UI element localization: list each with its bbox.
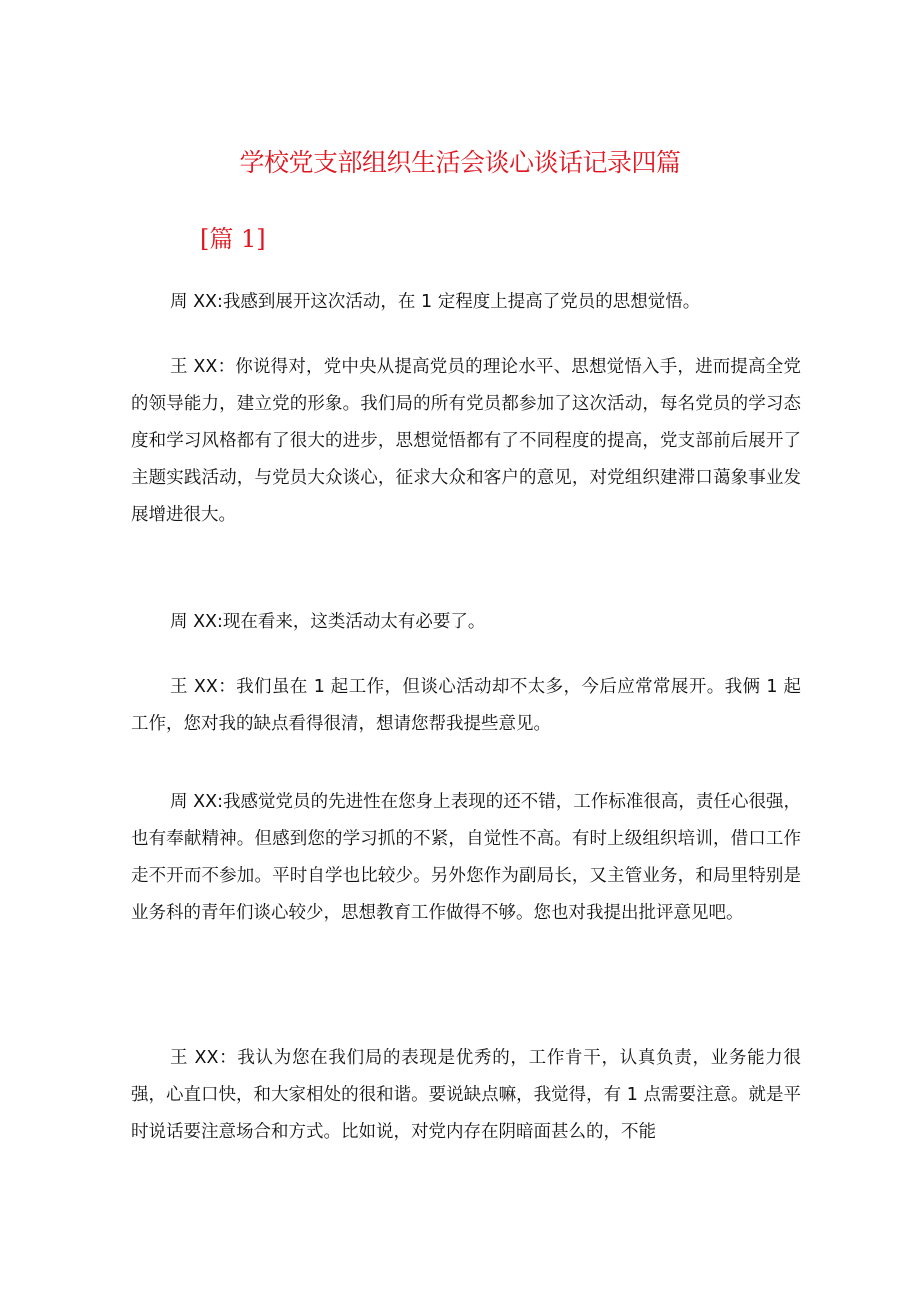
paragraph-1: 周 XX:我感到展开这次活动，在 1 定程度上提高了党员的思想觉悟。 bbox=[170, 292, 701, 312]
document-title: 学校党支部组织生活会谈心谈话记录四篇 bbox=[239, 148, 681, 177]
paragraph-3: 周 XX:现在看来，这类活动太有必要了。 bbox=[170, 612, 486, 632]
paragraph-2: 王 XX：你说得对，党中央从提高党员的理论水平、思想觉悟入手，进而提高全党的领导能力，建立党的形象。我们局的所有党员都参加了这次活动，每名党员的学习态度和学习风格都有了很大的进步，思想觉悟都有了不同程度的提高，党支部前后展开了主题实践活动，与党员大众谈心，征求大众和客户的意见，对党组织建滞口蔼象事业发展增进很大。 bbox=[131, 357, 801, 525]
section-label: [篇 1] bbox=[200, 225, 266, 253]
paragraph-6: 王 XX：我认为您在我们局的表现是优秀的，工作肯干，认真负责，业务能力很强，心直口快，和大家相处的很和谐。要说缺点嘛，我觉得，有 1 点需要注意。就是平时说话要注意场合和方式。比如说，对党内存在阴暗面甚么的，不能 bbox=[131, 1048, 801, 1142]
paragraph-5: 周 XX:我感觉党员的先进性在您身上表现的还不错，工作标准很高，责任心很强，也有奉献精神。但感到您的学习抓的不紧，自觉性不高。有时上级组织培训，借口工作走不开而不参加。平时自学也比较少。另外您作为副局长，又主管业务，和局里特别是业务科的青年们谈心较少，思想教育工作做得不够。您也对我提出批评意见吧。 bbox=[131, 792, 801, 923]
paragraph-4: 王 XX：我们虽在 1 起工作，但谈心活动却不太多，今后应常常展开。我俩 1 起工作，您对我的缺点看得很清，想请您帮我提些意见。 bbox=[131, 677, 801, 734]
